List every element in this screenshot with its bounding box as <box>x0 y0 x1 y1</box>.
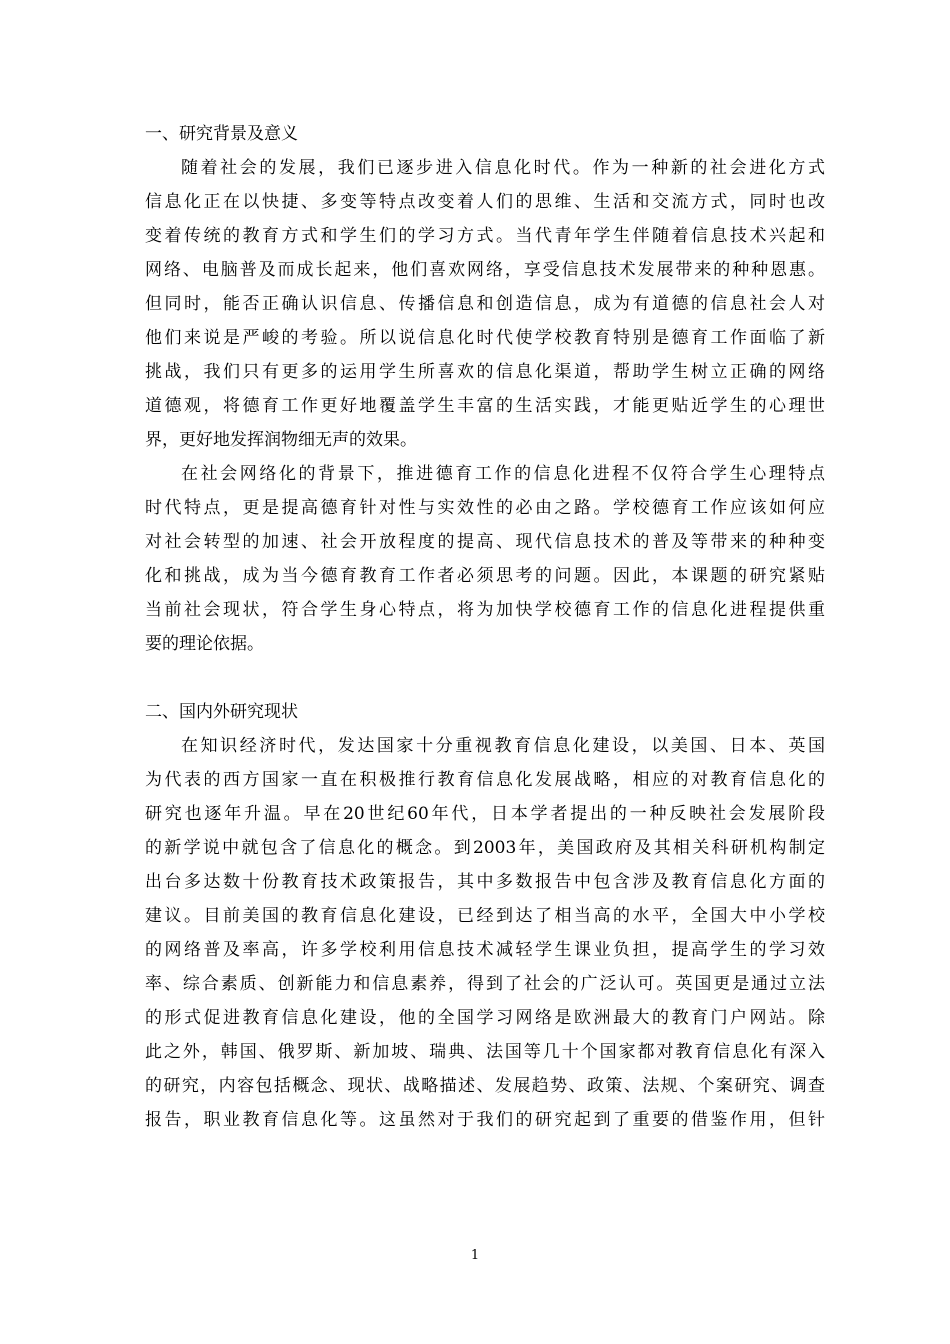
text-line: 信息化正在以快捷、多变等特点改变着人们的思维、生活和交流方式，同时也改 <box>145 192 825 212</box>
paragraph-background-2 <box>145 457 825 661</box>
text-line: 的网络普及率高，许多学校利用信息技术减轻学生课业负担，提高学生的学习效 <box>145 940 825 960</box>
text-line: 此之外，韩国、俄罗斯、新加坡、瑞典、法国等几十个国家都对教育信息化有深入 <box>145 1042 825 1062</box>
text-line: 时代特点，更是提高德育针对性与实效性的必由之路。学校德育工作应该如何应 <box>145 498 825 518</box>
text-line: 建议。目前美国的教育信息化建设，已经到达了相当高的水平，全国大中小学校 <box>145 906 825 926</box>
text-line: 界，更好地发挥润物细无声的效果。 <box>145 430 417 450</box>
text-line: 在知识经济时代，发达国家十分重视教育信息化建设，以美国、日本、英国 <box>181 736 825 756</box>
text-line: 的新学说中就包含了信息化的概念。到2003年，美国政府及其相关科研机构制定 <box>145 838 825 858</box>
text-line: 报告，职业教育信息化等。这虽然对于我们的研究起到了重要的借鉴作用，但针 <box>145 1110 825 1130</box>
text-line: 挑战，我们只有更多的运用学生所喜欢的信息化渠道，帮助学生树立正确的网络 <box>145 362 825 382</box>
text-line: 要的理论依据。 <box>145 634 264 654</box>
text-line: 出台多达数十份教育技术政策报告，其中多数报告中包含涉及教育信息化方面的 <box>145 872 825 892</box>
text-line: 为代表的西方国家一直在积极推行教育信息化发展战略，相应的对教育信息化的 <box>145 770 825 790</box>
paragraph-background-1 <box>145 151 825 457</box>
text-line: 率、综合素质、创新能力和信息素养，得到了社会的广泛认可。英国更是通过立法 <box>145 974 825 994</box>
text-line: 在社会网络化的背景下，推进德育工作的信息化进程不仅符合学生心理特点 <box>181 464 825 484</box>
text-line: 但同时，能否正确认识信息、传播信息和创造信息，成为有道德的信息社会人对 <box>145 294 825 314</box>
text-line: 网络、电脑普及而成长起来，他们喜欢网络，享受信息技术发展带来的种种恩惠。 <box>145 260 825 280</box>
text-line: 他们来说是严峻的考验。所以说信息化时代使学校教育特别是德育工作面临了新 <box>145 328 825 348</box>
text-line: 研究也逐年升温。早在20世纪60年代，日本学者提出的一种反映社会发展阶段 <box>145 804 825 824</box>
text-line: 随着社会的发展，我们已逐步进入信息化时代。作为一种新的社会进化方式 <box>181 158 825 178</box>
text-line: 的形式促进教育信息化建设，他的全国学习网络是欧洲最大的教育门户网站。除 <box>145 1008 825 1028</box>
text-line: 对社会转型的加速、社会开放程度的提高、现代信息技术的普及等带来的种种变 <box>145 532 825 552</box>
document-body <box>145 117 825 1137</box>
section-title-research-status: 二、国内外研究现状 <box>145 702 298 722</box>
text-line: 道德观，将德育工作更好地覆盖学生丰富的生活实践，才能更贴近学生的心理世 <box>145 396 825 416</box>
text-line: 当前社会现状，符合学生身心特点，将为加快学校德育工作的信息化进程提供重 <box>145 600 825 620</box>
section-gap <box>145 661 825 695</box>
paragraph-research-status-1 <box>145 729 825 1137</box>
text-line: 变着传统的教育方式和学生们的学习方式。当代青年学生伴随着信息技术兴起和 <box>145 226 825 246</box>
section-title-background: 一、研究背景及意义 <box>145 124 298 144</box>
text-line: 化和挑战，成为当今德育教育工作者必须思考的问题。因此，本课题的研究紧贴 <box>145 566 825 586</box>
page-number: 1 <box>470 1248 480 1263</box>
text-line: 的研究，内容包括概念、现状、战略描述、发展趋势、政策、法规、个案研究、调查 <box>145 1076 825 1096</box>
